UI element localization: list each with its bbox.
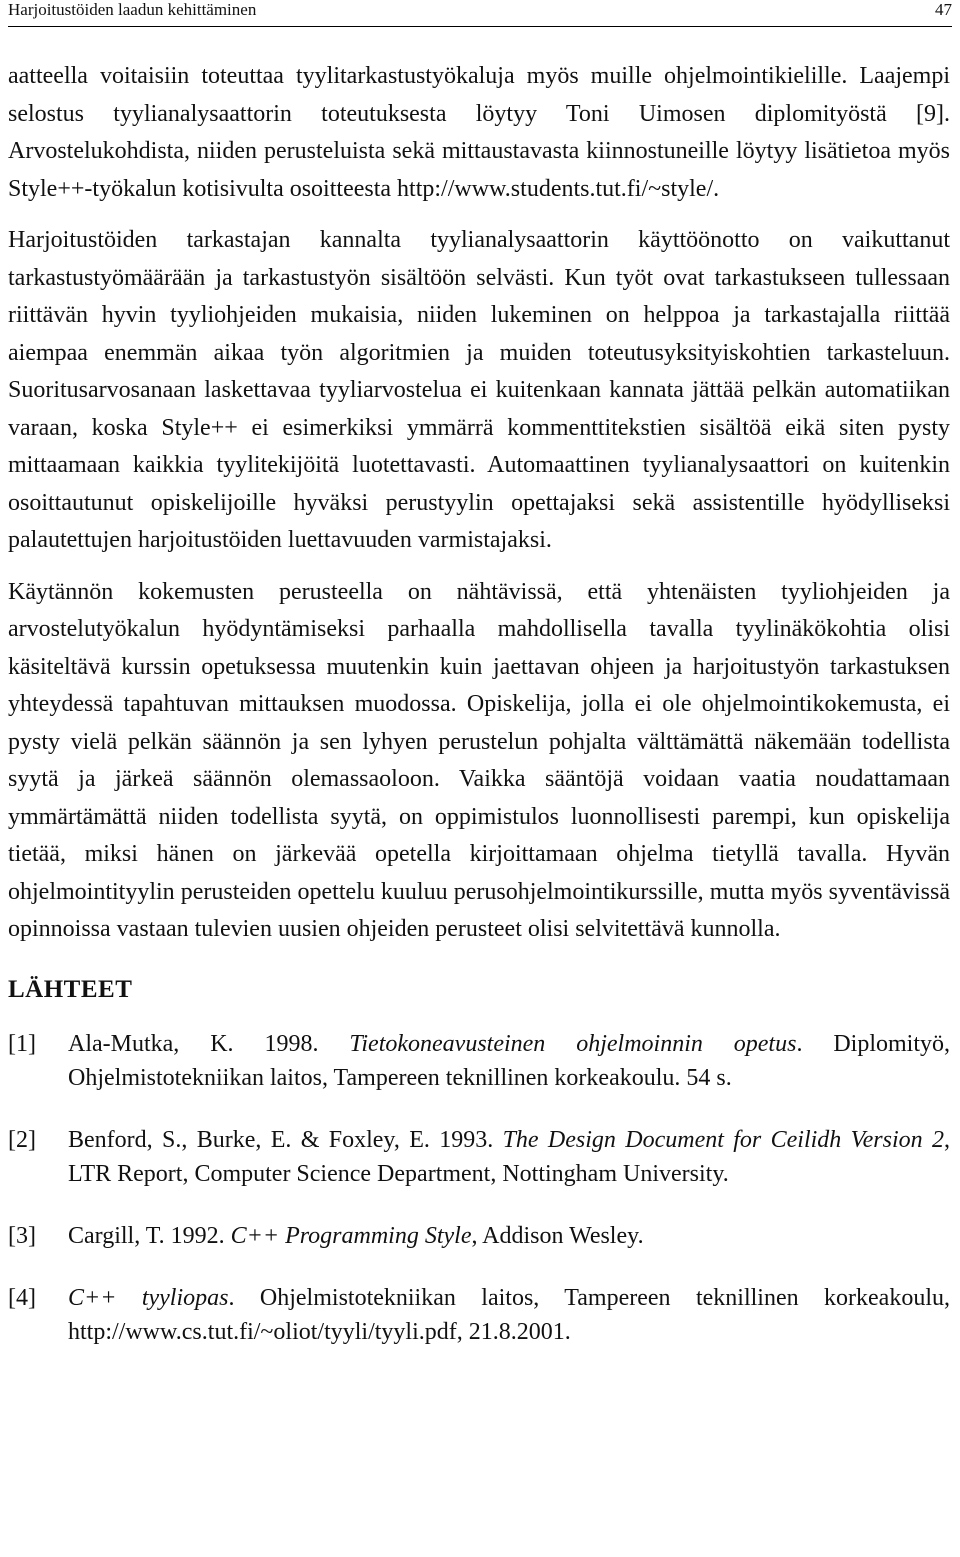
page-number: 47 [935,0,952,19]
reference-details: , LTR Report, Computer Science Department, Nottingham University. [68,1126,950,1187]
references-heading: LÄHTEET [8,975,133,1003]
reference-list [8,1027,950,1349]
reference-text [68,1123,950,1191]
reference-title: Tietokoneavusteinen ohjelmoinnin opetus [349,1030,797,1057]
reference-title: The Design Document for Ceilidh Version 2 [502,1126,944,1153]
paragraph-3: Käytännön kokemusten perusteella on nähtävissä, että yhtenäisten tyyliohjeiden ja arvostelutyökalun hyödyntämiseksi parhaalla mahdollisella tavalla tyylinäkökohtia olisi käsiteltävä kurssin opetuksessa muutenkin kuin jaettavan ohjeen ja harjoitustyön tarkastuksen yhteydessä tapahtuvan mittauksen muodossa. Opiskelija, jolla ei ole ohjelmointikokemusta, ei pysty vielä pelkän säännön ja sen lyhyen perustelun pohjalta välttämättä näkemään todellista syytä ja järkeä säännön olemassaoloon. Vaikka sääntöjä voidaan vaatia noudattamaan ymmärtämättä niiden todellista syytä, on oppimistulos luonnollisesti parempi, kun opiskelija tietää, miksi hänen on järkevää opetella kirjoittamaan ohjelma tietyllä tavalla. Hyvän ohjelmointityylin perusteiden opettelu kuuluu perusohjelmointikurssille, mutta myös syventävissä opinnoissa vastaan tulevien uusien ohjeiden perusteet olisi selvitettävä kunnolla. [8,578,950,942]
reference-details: . Diplomityö, Ohjelmistotekniikan laitos, Tampereen teknillinen korkeakoulu. 54 s. [68,1030,951,1091]
reference-item [8,1219,950,1253]
running-header [8,0,952,27]
body-text [8,58,950,1377]
reference-details: . Ohjelmistotekniikan laitos, Tampereen teknillinen korkeakoulu, http://www.cs.tut.fi/~oliot/tyyli/tyyli.pdf, 21.8.2001. [68,1284,951,1345]
reference-number: [2] [8,1126,36,1153]
reference-item [8,1123,950,1191]
reference-text [68,1219,950,1253]
header-title: Harjoitustöiden laadun kehittäminen [8,0,257,19]
reference-details: , Addison Wesley. [471,1222,644,1249]
reference-number: [1] [8,1030,36,1057]
paragraph-2: Harjoitustöiden tarkastajan kannalta tyylianalysaattorin käyttöönotto on vaikuttanut tarkastustyömäärään ja tarkastustyön sisältöön selvästi. Kun työt ovat tarkastukseen tullessaan riittävän hyvin tyyliohjeiden mukaisia, niiden lukeminen on helppoa ja tarkastajalla riittää aiempaa enemmän aikaa työn algoritmien ja muiden toteutusyksityiskohtien tarkasteluun. Suoritusarvosanaan laskettavaa tyyliarvostelua ei kuitenkaan kannata jättää pelkän automatiikan varaan, koska Style++ ei esimerkiksi ymmärrä kommenttitekstien sisältöä eikä siten pysty mittaamaan kaikkia tyylitekijöitä luotettavasti. Automaattinen tyylianalysaattori on kuitenkin osoittautunut opiskelijoille hyväksi perustyylin opettajaksi sekä assistentille hyödylliseksi palautettujen harjoitustöiden luettavuuden varmistajaksi. [8,227,950,553]
reference-text [68,1281,950,1349]
reference-authors: Benford, S., Burke, E. & Foxley, E. 1993. [68,1126,503,1153]
reference-title: C++ Programming Style [230,1222,472,1249]
paragraph-1: aatteella voitaisiin toteuttaa tyylitarkastustyökaluja myös muille ohjelmointikielille. Laajempi selostus tyylianalysaattorin toteutuksesta löytyy Toni Uimosen diplomityöstä [9]. Arvostelukohdista, niiden perusteluista sekä mittaustavasta kiinnostuneille löytyy lisätietoa myös Style++-työkalun kotisivulta osoitteesta http://www.students.tut.fi/~style/. [8,63,950,202]
reference-number: [4] [8,1284,36,1311]
reference-number: [3] [8,1222,36,1249]
reference-authors: Cargill, T. 1992. [68,1222,231,1249]
reference-text [68,1027,950,1095]
reference-title: C++ tyyliopas [68,1284,229,1311]
reference-authors: Ala-Mutka, K. 1998. [68,1030,350,1057]
reference-item [8,1027,950,1095]
reference-item [8,1281,950,1349]
